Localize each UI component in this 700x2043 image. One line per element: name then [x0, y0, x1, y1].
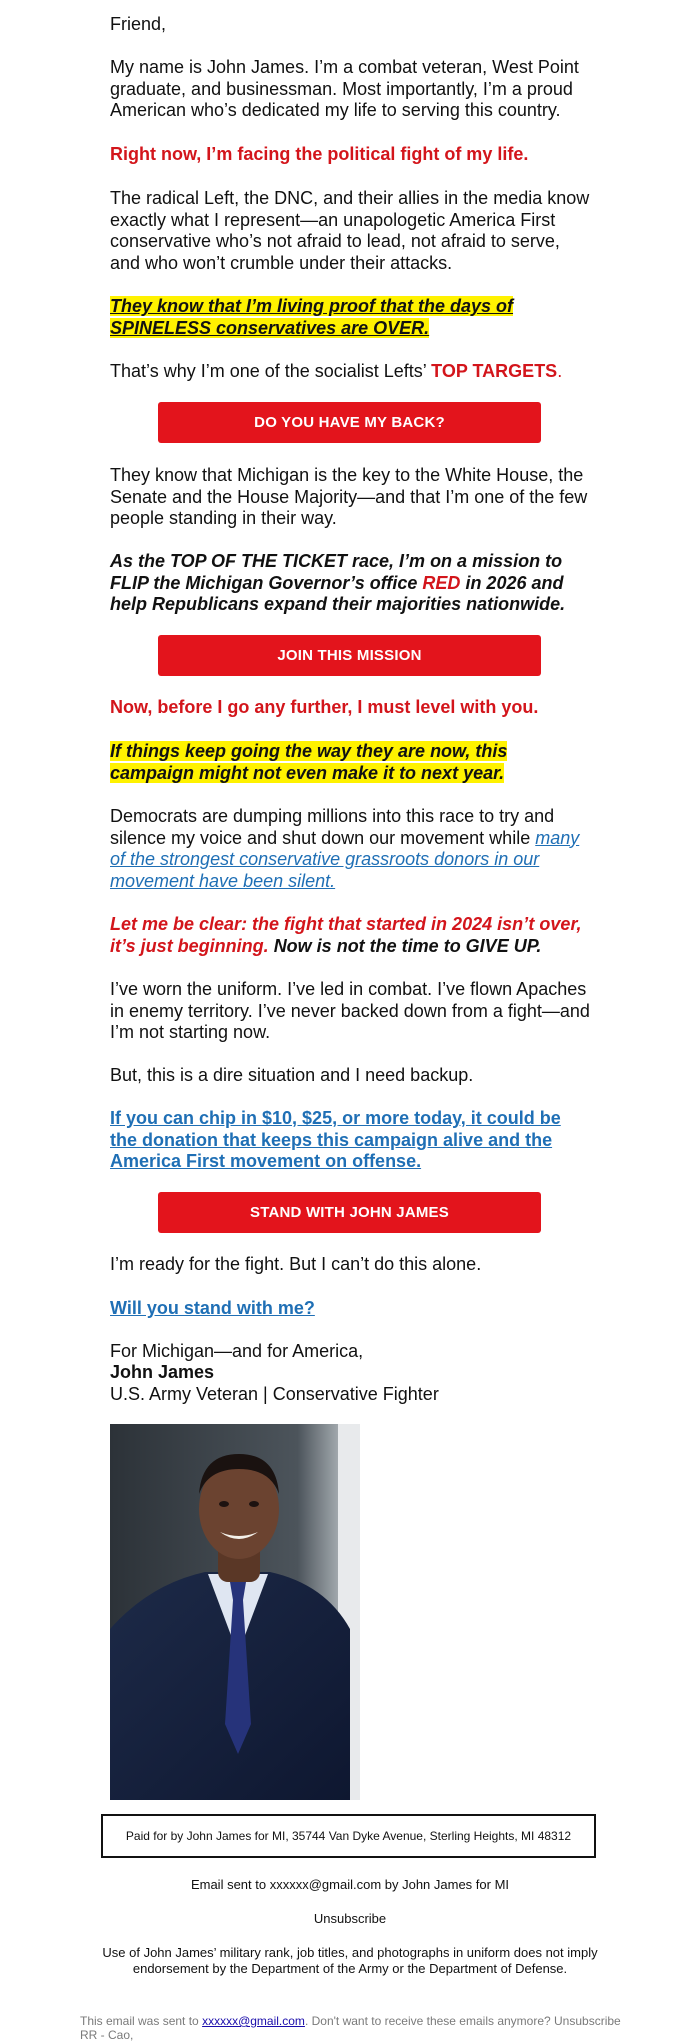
signature-title: U.S. Army Veteran | Conservative Fighter	[110, 1384, 439, 1404]
stand-paragraph	[110, 1298, 590, 1320]
spineless-highlight: They know that I’m living proof that the days of SPINELESS conservatives are OVER.	[110, 296, 514, 338]
unsubscribe-link[interactable]: Unsubscribe	[313, 1911, 387, 1926]
spineless-paragraph	[110, 296, 590, 339]
mission-red: RED	[422, 572, 461, 593]
uniform-paragraph: I’ve worn the uniform. I’ve led in combat. I’ve flown Apaches in enemy territory. I’ve never backed down from a fight—and I’m not starting now.	[110, 979, 590, 1042]
email-sent-notice: Email sent to xxxxxx@gmail.com by John James for MI	[190, 1877, 510, 1892]
be-clear-black: Now is not the time to GIVE UP.	[273, 935, 542, 956]
ready-paragraph: I’m ready for the fight. But I can’t do this alone.	[110, 1254, 482, 1274]
chip-in-link[interactable]: If you can chip in $10, $25, or more today, it could be the donation that keeps this campaign alive and the America First movement on offense.	[110, 1108, 561, 1171]
targets-suffix: .	[557, 361, 563, 381]
campaign-warning-highlight: If things keep going the way they are now, this campaign might not even make it to next year.	[110, 741, 508, 783]
paid-for-disclaimer-box	[101, 1814, 596, 1858]
do-you-have-my-back-button[interactable]: DO YOU HAVE MY BACK?	[158, 402, 541, 443]
greeting: Friend,	[110, 14, 167, 34]
dire-paragraph: But, this is a dire situation and I need backup.	[110, 1065, 474, 1085]
military-disclaimer: Use of John James’ military rank, job titles, and photographs in uniform does not imply endorsement by the Department of the Army or the Department of Defense.	[102, 1945, 598, 1976]
level-headline: Now, before I go any further, I must level with you.	[110, 697, 539, 717]
stand-with-john-james-button[interactable]: STAND WITH JOHN JAMES	[158, 1192, 541, 1233]
signoff: For Michigan—and for America,	[110, 1341, 364, 1361]
intro-paragraph: My name is John James. I’m a combat veteran, West Point graduate, and businessman. Most importantly, I’m a proud American who’s dedicated my life to serving this country.	[110, 57, 579, 120]
bottom-notice	[80, 2014, 640, 2028]
signature-name: John James	[110, 1362, 215, 1382]
campaign-warning-paragraph	[110, 741, 590, 784]
democrats-paragraph	[110, 806, 590, 892]
paid-for-text: Paid for by John James for MI, 35744 Van Dyke Avenue, Sterling Heights, MI 48312	[125, 1829, 572, 1843]
bottom-prefix: This email was sent to	[80, 2014, 199, 2028]
chip-in-paragraph	[110, 1108, 590, 1173]
mission-text-a: As the TOP OF THE TICKET race, I’m on a mission to FLIP the Michigan Governor’s office	[110, 551, 563, 593]
targets-emphasis: TOP TARGETS	[431, 361, 558, 381]
targets-paragraph	[110, 361, 590, 383]
mission-paragraph	[110, 551, 590, 616]
radical-left-paragraph: The radical Left, the DNC, and their allies in the media know exactly what I represent—an unapologetic America First conservative who’s not afraid to lead, not afraid to serve, and who won’t crumble under their attacks.	[110, 188, 590, 273]
be-clear-paragraph	[110, 914, 590, 957]
fight-headline: Right now, I’m facing the political fight of my life.	[110, 144, 529, 164]
targets-prefix: That’s why I’m one of the socialist Lefts’	[110, 361, 427, 381]
bottom-rr: RR - Cao,	[80, 2028, 134, 2042]
mission-text-b: in 2026 and help Republicans expand their majorities nationwide.	[110, 572, 566, 614]
join-this-mission-button[interactable]: JOIN THIS MISSION	[158, 635, 541, 676]
stand-with-me-link[interactable]: Will you stand with me?	[110, 1298, 315, 1318]
candidate-portrait-illustration	[110, 1424, 360, 1800]
michigan-key-paragraph: They know that Michigan is the key to the White House, the Senate and the House Majority—and that I’m one of the few people standing in their way.	[110, 465, 588, 528]
be-clear-red: Let me be clear: the fight that started in 2024 isn’t over, it’s just beginning.	[110, 914, 582, 956]
candidate-photo	[110, 1424, 360, 1800]
bottom-suffix[interactable]: . Don't want to receive these emails anymore? Unsubscribe	[304, 2014, 621, 2028]
democrats-prefix: Democrats are dumping millions into this race to try and silence my voice and shut down our movement while	[110, 806, 555, 848]
silent-donors-link[interactable]: many of the strongest conservative grassroots donors in our movement have been silent.	[110, 827, 580, 891]
bottom-email-link[interactable]: xxxxxx@gmail.com	[202, 2014, 305, 2028]
